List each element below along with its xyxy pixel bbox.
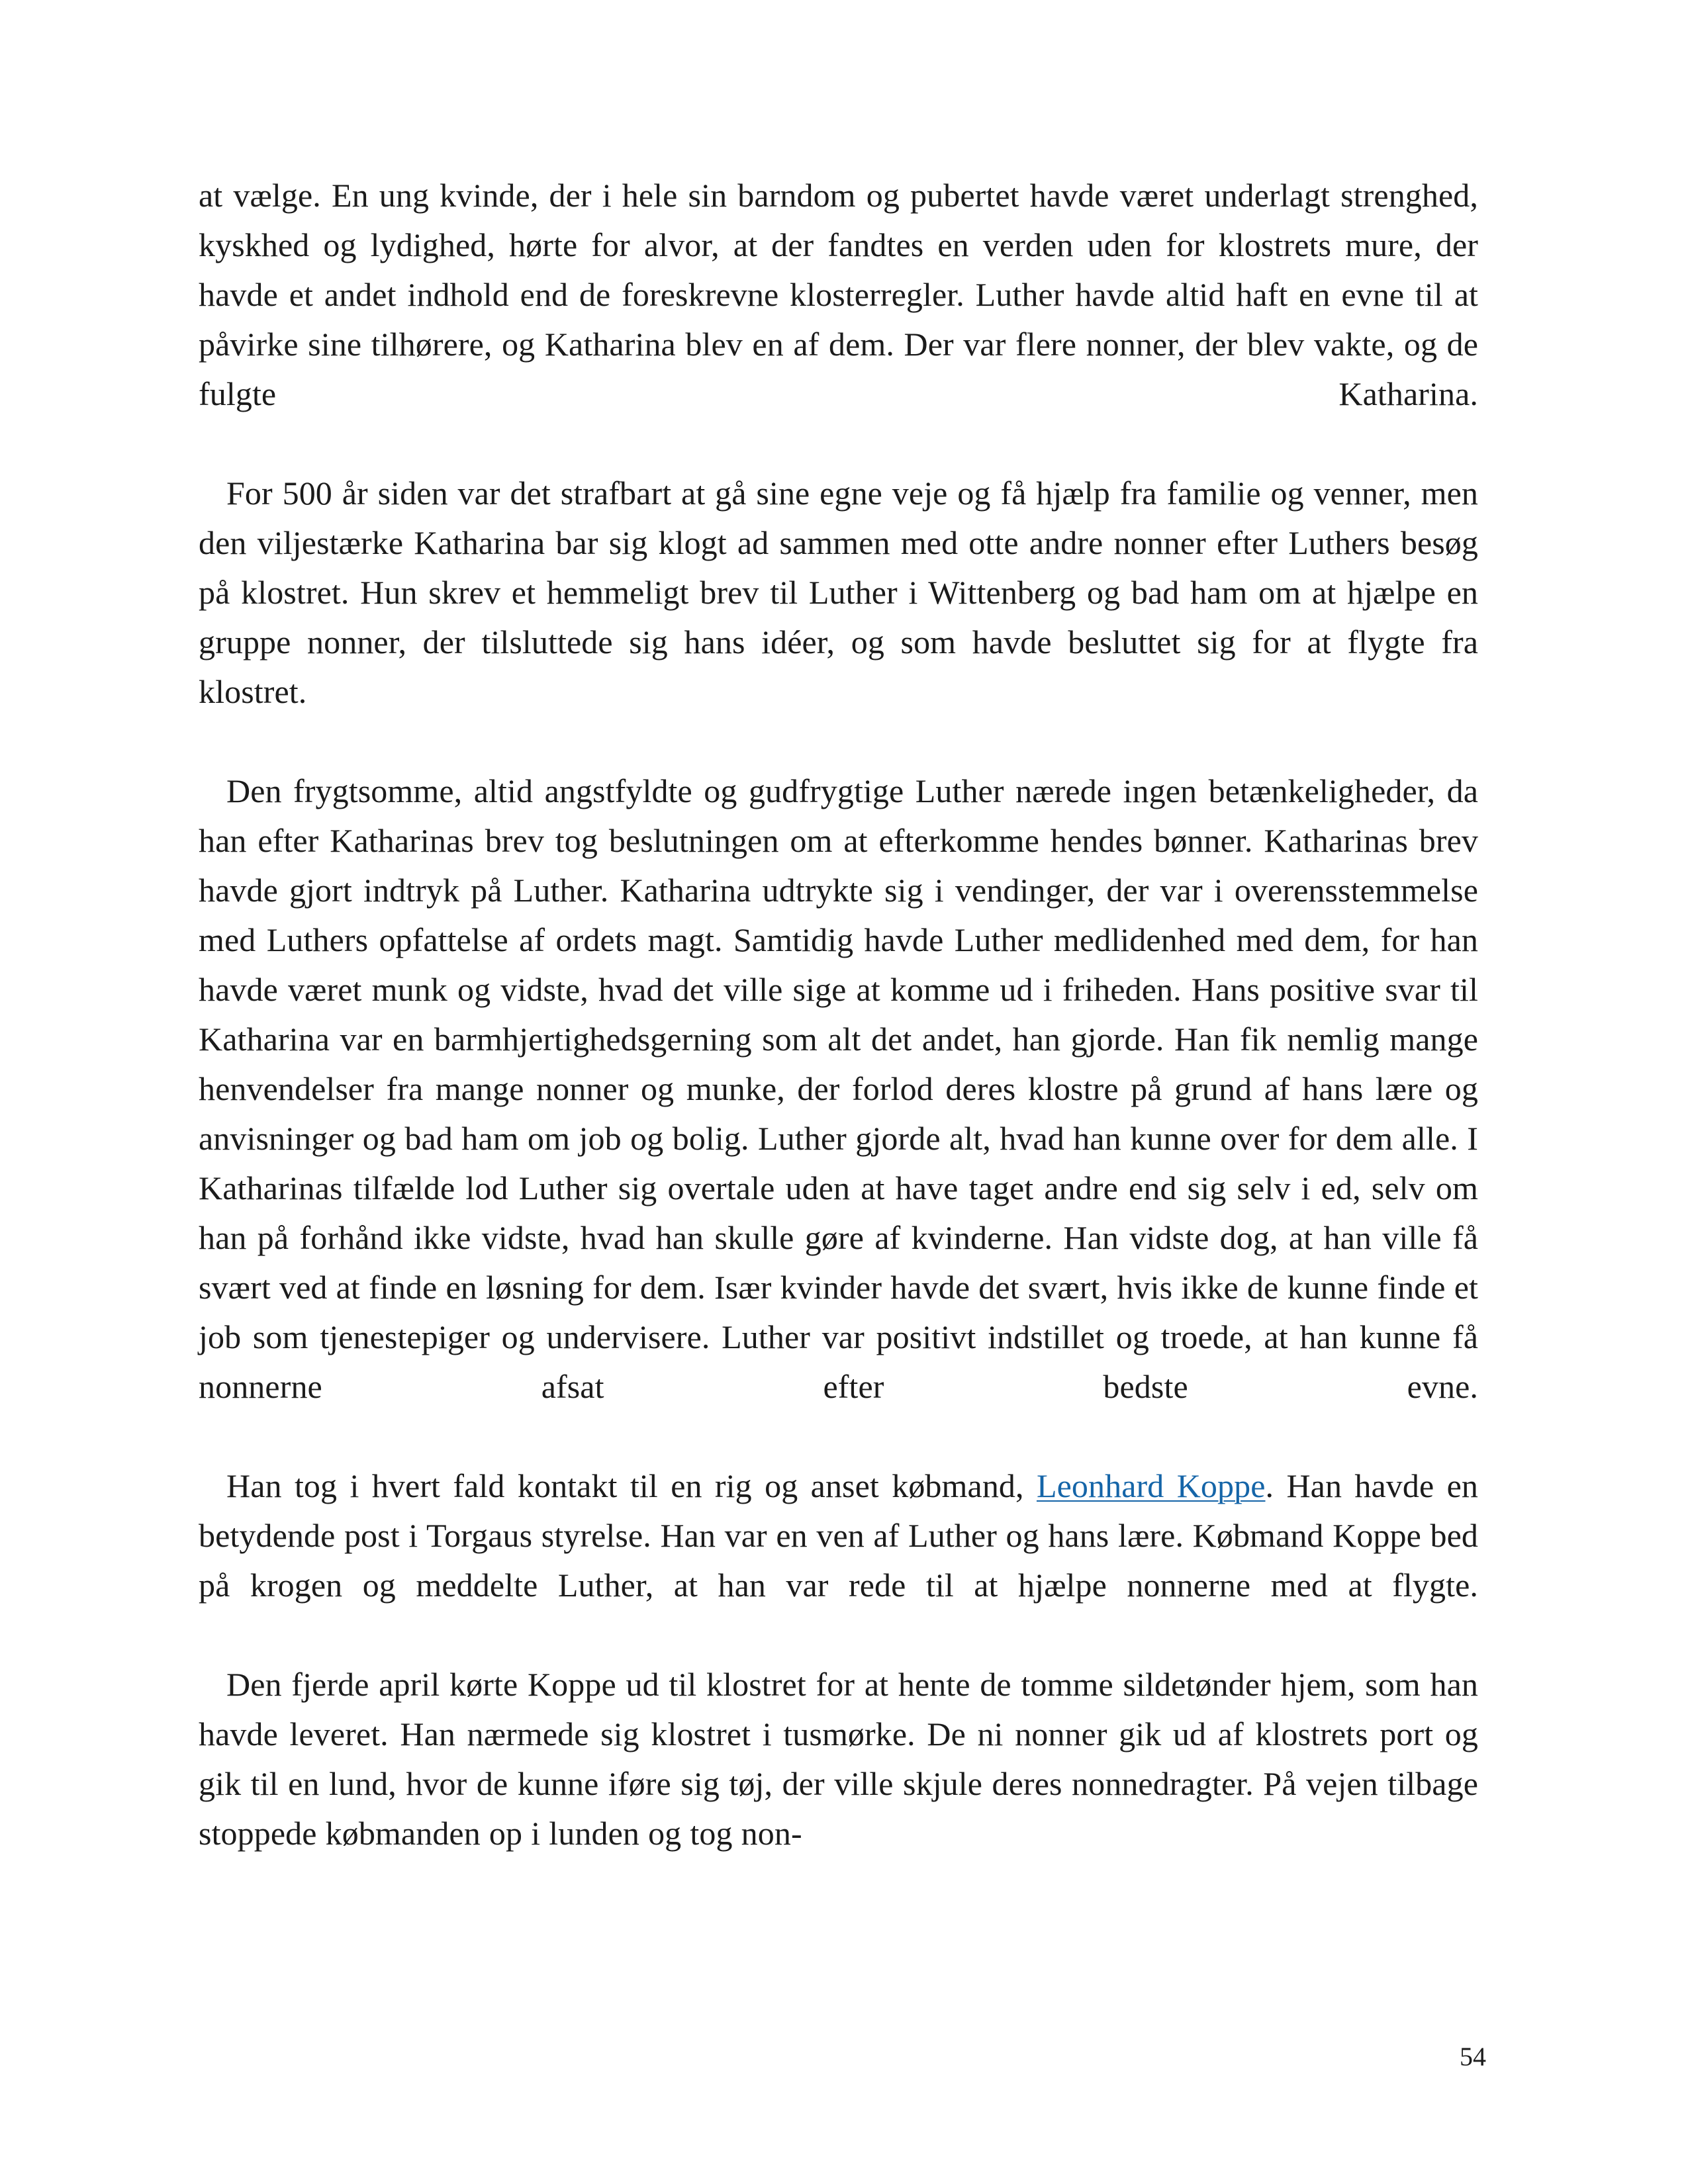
leonhard-koppe-link[interactable]: Leonhard Koppe	[1036, 1467, 1266, 1504]
paragraph-5: Den fjerde april kørte Koppe ud til klostret for at hente de tomme sildetønder hjem, som han havde leveret. Han nærmede sig klostret i tusmørke. De ni nonner gik ud af klostrets port og gik til en lund, hvor de kunne iføre sig tøj, der ville skjule deres nonnedragter. På vejen tilbage stoppede købmanden op i lunden og tog non-	[199, 1666, 1478, 1852]
body-text-column	[199, 171, 1478, 1858]
paragraph-3: Den frygtsomme, altid angstfyldte og gudfrygtige Luther nærede ingen betænkeligheder, da han efter Katharinas brev tog beslutningen om at efterkomme hendes bønner. Katharinas brev havde gjort indtryk på Luther. Katharina udtrykte sig i vendinger, der var i overensstemmelse med Luthers opfattelse af ordets magt. Samtidig havde Luther medlidenhed med dem, for han havde været munk og vidste, hvad det ville sige at komme ud i friheden. Hans positive svar til Katharina var en barmhjertighedsgerning som alt det andet, han gjorde. Han fik nemlig mange henvendelser fra mange nonner og munke, der forlod deres klostre på grund af hans lære og anvisninger og bad ham om job og bolig. Luther gjorde alt, hvad han kunne over for dem alle. I Katharinas tilfælde lod Luther sig overtale uden at have taget andre end sig selv i ed, selv om han på forhånd ikke vidste, hvad han skulle gøre af kvinderne. Han vidste dog, at han ville få svært ved at finde en løsning for dem. Især kvinder havde det svært, hvis ikke de kunne finde et job som tjenestepiger og undervisere. Luther var positivt indstillet og troede, at han kunne få nonnerne afsat efter bedste evne.	[199, 772, 1478, 1405]
paragraph-4	[199, 1461, 1478, 1660]
paragraph-2: For 500 år siden var det strafbart at gå sine egne veje og få hjælp fra familie og venner, men den viljestærke Katharina bar sig klogt ad sammen med otte andre nonner efter Luthers besøg på klostret. Hun skrev et hemmeligt brev til Luther i Wittenberg og bad ham om at hjælpe en gruppe nonner, der tilsluttede sig hans idéer, og som havde besluttet sig for at flygte fra klostret.	[199, 475, 1478, 710]
paragraph-4-text-before-link: Han tog i hvert fald kontakt til en rig og anset købmand,	[226, 1467, 1037, 1504]
paragraph-4-text-after-link: . Han havde en betydende post i Torgaus styrelse. Han var en ven af Luther og hans lære. Købmand Koppe bed på krogen og meddelte Luther, at han var rede til at hjælpe nonnerne med at flygte.	[199, 1467, 1479, 1604]
page-number: 54	[1460, 2042, 1486, 2071]
paragraph-1: at vælge. En ung kvinde, der i hele sin barndom og pubertet havde været underlagt strenghed, kyskhed og lydighed, hørte for alvor, at der fandtes en verden uden for klostrets mure, der havde et andet indhold end de foreskrevne klosterregler. Luther havde altid haft en evne til at påvirke sine tilhørere, og Katharina blev en af dem. Der var flere nonner, der blev vakte, og de fulgte Katharina.	[199, 177, 1478, 412]
